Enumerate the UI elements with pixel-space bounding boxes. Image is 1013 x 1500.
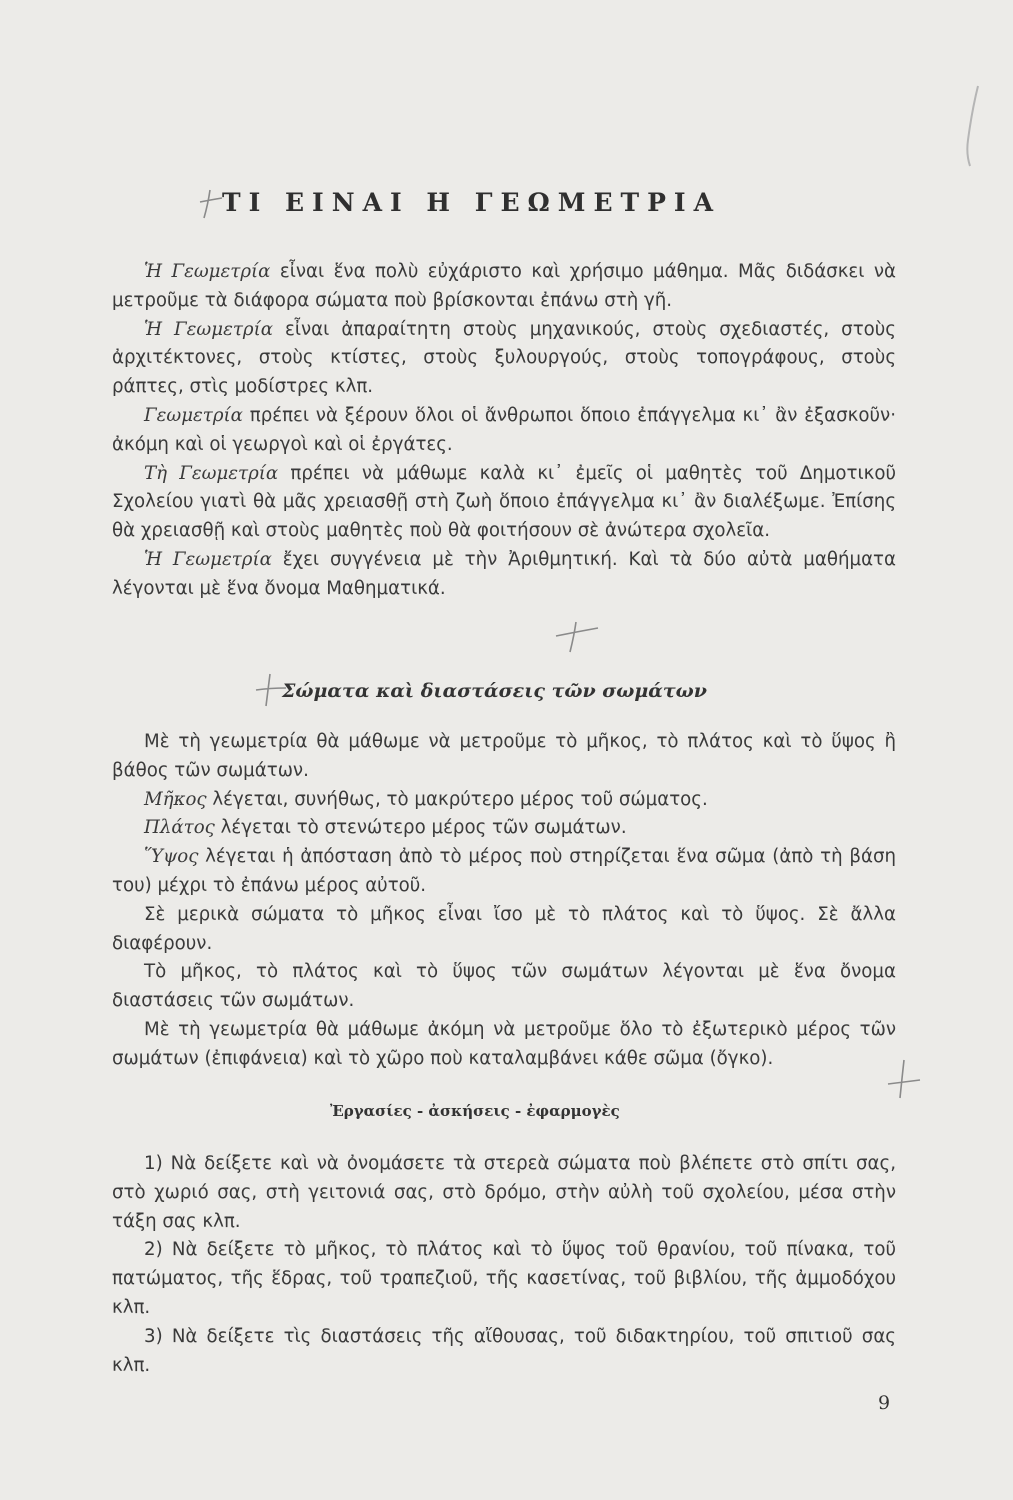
intro-paragraph	[112, 258, 896, 316]
exercise-item: 1) Νὰ δείξετε καὶ νὰ ὀνομάσετε τὰ στερεὰ σώματα ποὺ βλέπετε στὸ σπίτι σας, στὸ χωριό σας, στὴ γειτονιά σας, στὸ δρόμο, στὴν αὐλὴ τοῦ σχολείου, μέσα στὴν τάξη σας κλπ.	[112, 1153, 896, 1232]
paragraph-text: λέγεται, συνήθως, τὸ μακρύτερο μέρος τοῦ σώματος.	[206, 788, 708, 810]
paragraph-text: Μὲ τὴ γεωμετρία θὰ μάθωμε ἀκόμη νὰ μετροῦμε ὅλο τὸ ἐξωτερικὸ μέρος τῶν σωμάτων (ἐπιφάνεια) καὶ τὸ χῶρο ποὺ καταλαμβάνει κάθε σῶμα (ὄγκο).	[112, 1018, 896, 1069]
page-number: 9	[878, 1392, 891, 1414]
exercises-list	[112, 1150, 896, 1380]
section-paragraph	[112, 786, 896, 815]
section-paragraph	[112, 843, 896, 901]
emphasis-term: Ἡ Γεωμετρία	[144, 261, 271, 282]
intro-paragraph	[112, 460, 896, 546]
section-paragraph	[112, 728, 896, 786]
exercises-heading: Ἐργασίες - ἀσκήσεις - ἐφαρμογὲς	[330, 1102, 620, 1120]
paragraph-text: πρέπει νὰ ξέρουν ὅλοι οἱ ἄνθρωποι ὅποιο ἐπάγγελμα κι᾽ ἂν ἐξασκοῦν· ἀκόμη καὶ οἱ γεωργοὶ καὶ οἱ ἐργάτες.	[112, 404, 896, 455]
emphasis-term: Τὴ Γεωμετρία	[144, 462, 279, 484]
section-paragraph	[112, 901, 896, 959]
intro-text	[112, 258, 896, 604]
paragraph-text: Σὲ μερικὰ σώματα τὸ μῆκος εἶναι ἴσο μὲ τὸ πλάτος καὶ τὸ ὕψος. Σὲ ἄλλα διαφέρουν.	[112, 903, 896, 954]
section-paragraph	[112, 1016, 896, 1074]
section-heading: Σώματα καὶ διαστάσεις τῶν σωμάτων	[282, 680, 707, 702]
exercise-item: 2) Νὰ δείξετε τὸ μῆκος, τὸ πλάτος καὶ τὸ ὕψος τοῦ θρανίου, τοῦ πίνακα, τοῦ πατώματος, τῆς ἕδρας, τοῦ τραπεζιοῦ, τῆς κασετίνας, τοῦ βιβλίου, τῆς ἀμμοδόχου κλπ.	[112, 1239, 896, 1318]
paragraph-text: εἶναι ἕνα πολὺ εὐχάριστο καὶ χρήσιμο μάθημα. Μᾶς διδάσκει νὰ μετροῦμε τὰ διάφορα σώματα ποὺ βρίσκονται ἐπάνω στὴ γῆ.	[112, 261, 896, 311]
paragraph-text: λέγεται τὸ στενώτερο μέρος τῶν σωμάτων.	[214, 817, 627, 839]
emphasis-term: Πλάτος	[144, 817, 215, 839]
section-text	[112, 728, 896, 1074]
paragraph-text: πρέπει νὰ μάθωμε καλὰ κι᾽ ἐμεῖς οἱ μαθητὲς τοῦ Δημοτικοῦ Σχολείου γιατὶ θὰ μᾶς χρειασθῇ στὴ ζωὴ ὅποιο ἐπάγγελμα κι᾽ ἂν διαλέξωμε. Ἐπίσης θὰ χρειασθῇ καὶ στοὺς μαθητὲς ποὺ θὰ φοιτήσουν σὲ ἀνώτερα σχολεῖα.	[112, 462, 897, 542]
section-paragraph	[112, 814, 896, 843]
paragraph-text: εἶναι ἀπαραίτητη στοὺς μηχανικούς, στοὺς σχεδιαστές, στοὺς ἀρχιτέκτονες, στοὺς κτίστες, στοὺς ξυλουργούς, στοὺς τοπογράφους, στοὺς ράπτες, στὶς μοδίστρες κλπ.	[112, 318, 896, 398]
emphasis-term: Ὕψος	[144, 846, 199, 868]
paragraph-text: Τὸ μῆκος, τὸ πλάτος καὶ τὸ ὕψος τῶν σωμάτων λέγονται μὲ ἕνα ὄνομα διαστάσεις τῶν σωμάτων.	[112, 961, 896, 1012]
emphasis-term: Γεωμετρία	[144, 404, 243, 426]
exercise-item: 3) Νὰ δείξετε τὶς διαστάσεις τῆς αἴθουσας, τοῦ διδακτηρίου, τοῦ σπιτιοῦ σας κλπ.	[112, 1325, 896, 1376]
pencil-mark-intro-end	[552, 616, 602, 656]
emphasis-term: Ἡ Γεωμετρία	[144, 318, 274, 340]
pencil-scratch-corner	[950, 80, 990, 170]
emphasis-term: Μῆκος	[144, 788, 207, 810]
intro-paragraph	[112, 316, 896, 402]
emphasis-term: Ἡ Γεωμετρία	[144, 548, 272, 570]
paragraph-text: λέγεται ἡ ἀπόσταση ἀπὸ τὸ μέρος ποὺ στηρίζεται ἕνα σῶμα (ἀπὸ τὴ βάση του) μέχρι τὸ ἐπάνω μέρος αὐτοῦ.	[112, 846, 896, 896]
section-paragraph	[112, 958, 896, 1016]
intro-paragraph	[112, 402, 896, 460]
paragraph-text: Μὲ τὴ γεωμετρία θὰ μάθωμε νὰ μετροῦμε τὸ μῆκος, τὸ πλάτος καὶ τὸ ὕψος ἢ βάθος τῶν σωμάτων.	[112, 731, 896, 781]
paragraph-text: ἔχει συγγένεια μὲ τὴν Ἀριθμητική. Καὶ τὰ δύο αὐτὰ μαθήματα λέγονται μὲ ἕνα ὄνομα Μαθηματικά.	[112, 548, 896, 599]
intro-paragraph	[112, 546, 896, 604]
page-title: ΤΙ ΕΙΝΑΙ Η ΓΕΩΜΕΤΡΙΑ	[222, 188, 722, 217]
